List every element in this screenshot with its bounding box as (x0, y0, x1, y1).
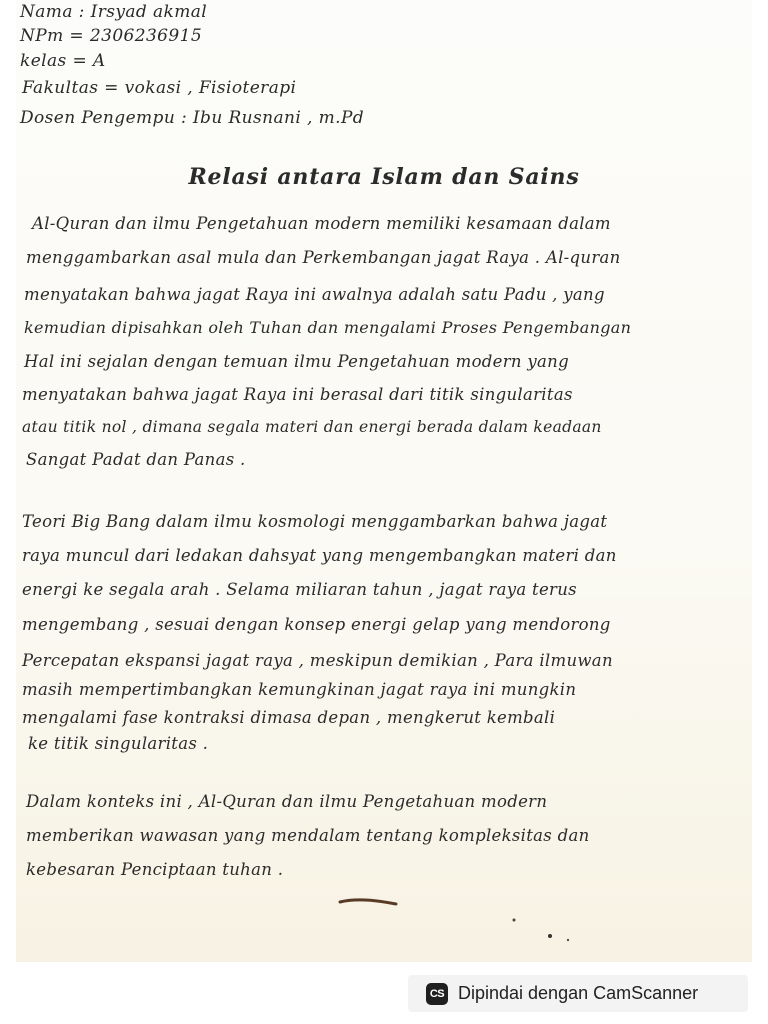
scanned-page (16, 0, 752, 962)
page-title: Relasi antara Islam dan Sains (188, 164, 580, 190)
paragraph-1-line: Hal ini sejalan dengan temuan ilmu Pengetahuan modern yang (24, 352, 569, 371)
paragraph-2-line: mengembang , sesuai dengan konsep energi gelap yang mendorong (22, 615, 611, 634)
header-npm: NPm = 2306236915 (20, 26, 203, 46)
paragraph-1-line: kemudian dipisahkan oleh Tuhan dan mengalami Proses Pengembangan (24, 318, 632, 337)
header-fakultas: Fakultas = vokasi , Fisioterapi (22, 78, 297, 98)
camscanner-logo-icon: CS (426, 983, 448, 1005)
paragraph-1-line: menyatakan bahwa jagat Raya ini awalnya adalah satu Padu , yang (24, 285, 605, 304)
paragraph-3-line: memberikan wawasan yang mendalam tentang kompleksitas dan (26, 826, 590, 845)
paragraph-3-line: Dalam konteks ini , Al-Quran dan ilmu Pengetahuan modern (26, 792, 548, 811)
paragraph-1-line: Sangat Padat dan Panas . (26, 450, 246, 469)
watermark-label: Dipindai dengan CamScanner (458, 983, 699, 1003)
camscanner-watermark (408, 975, 748, 1012)
header-nama: Nama : Irsyad akmal (20, 2, 208, 22)
paragraph-2-line: mengalami fase kontraksi dimasa depan , mengkerut kembali (22, 708, 556, 727)
paragraph-3-line: kebesaran Penciptaan tuhan . (26, 860, 284, 879)
paragraph-1-line: Al-Quran dan ilmu Pengetahuan modern memiliki kesamaan dalam (32, 214, 611, 233)
ink-smudge (336, 888, 586, 948)
header-kelas: kelas = A (20, 51, 106, 71)
paragraph-2-line: masih mempertimbangkan kemungkinan jagat raya ini mungkin (22, 680, 577, 699)
paragraph-2-line: Teori Big Bang dalam ilmu kosmologi menggambarkan bahwa jagat (22, 512, 608, 531)
header-dosen: Dosen Pengempu : Ibu Rusnani , m.Pd (20, 108, 365, 128)
paragraph-1-line: atau titik nol , dimana segala materi dan energi berada dalam keadaan (22, 418, 602, 436)
paragraph-2-line: energi ke segala arah . Selama miliaran tahun , jagat raya terus (22, 580, 577, 599)
paragraph-2-line: ke titik singularitas . (28, 734, 209, 753)
paragraph-1-line: menggambarkan asal mula dan Perkembangan jagat Raya . Al-quran (26, 248, 621, 267)
paragraph-2-line: raya muncul dari ledakan dahsyat yang mengembangkan materi dan (22, 546, 617, 565)
paragraph-2-line: Percepatan ekspansi jagat raya , meskipun demikian , Para ilmuwan (22, 651, 613, 670)
paragraph-1-line: menyatakan bahwa jagat Raya ini berasal dari titik singularitas (22, 385, 573, 404)
